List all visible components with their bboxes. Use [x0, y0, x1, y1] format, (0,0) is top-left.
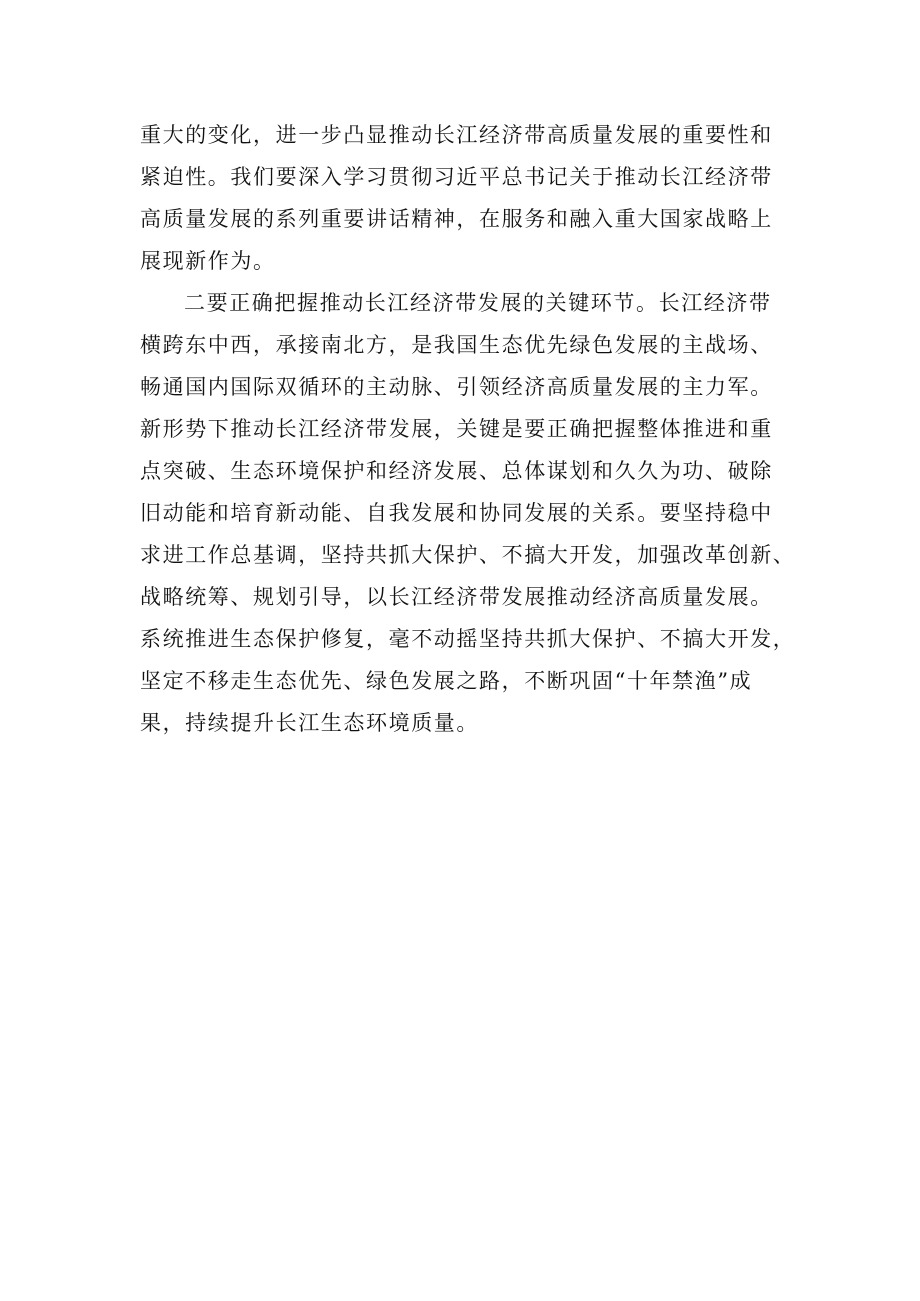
paragraph-line: 展现新作为。	[140, 249, 276, 273]
paragraph-line: 坚定不移走生态优先、绿色发展之路，不断巩固“十年禁渔”成	[140, 669, 753, 693]
paragraph-line: 战略统筹、规划引导，以长江经济带发展推动经济高质量发展。	[140, 585, 773, 609]
paragraph-line: 新形势下推动长江经济带发展，关键是要正确把握整体推进和重	[140, 417, 773, 441]
paragraph-line: 果，持续提升长江生态环境质量。	[140, 711, 479, 735]
paragraph-line: 点突破、生态环境保护和经济发展、总体谋划和久久为功、破除	[140, 459, 773, 483]
paragraph-1	[140, 114, 800, 282]
paragraph-line: 求进工作总基调，坚持共抓大保护、不搞大开发，加强改革创新、	[140, 543, 796, 567]
paragraph-line: 系统推进生态保护修复，毫不动摇坚持共抓大保护、不搞大开发，	[140, 627, 796, 651]
paragraph-line: 高质量发展的系列重要讲话精神，在服务和融入重大国家战略上	[140, 207, 773, 231]
document-body	[140, 114, 800, 744]
paragraph-line: 横跨东中西，承接南北方，是我国生态优先绿色发展的主战场、	[140, 333, 773, 357]
paragraph-line: 紧迫性。我们要深入学习贯彻习近平总书记关于推动长江经济带	[140, 165, 773, 189]
paragraph-line: 旧动能和培育新动能、自我发展和协同发展的关系。要坚持稳中	[140, 501, 773, 525]
paragraph-line: 畅通国内国际双循环的主动脉、引领经济高质量发展的主力军。	[140, 375, 773, 399]
paragraph-line: 二要正确把握推动长江经济带发展的关键环节。长江经济带	[184, 291, 772, 315]
paragraph-line: 重大的变化，进一步凸显推动长江经济带高质量发展的重要性和	[140, 123, 773, 147]
paragraph-2	[140, 282, 800, 744]
